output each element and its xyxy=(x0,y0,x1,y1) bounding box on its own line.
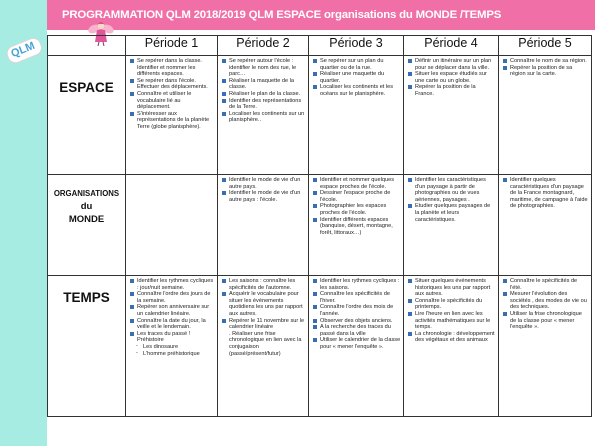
item: Se repérer dans la classe. Identifier et nommer les différents espaces. xyxy=(129,58,215,78)
item: Réaliser la maquette de la classe. xyxy=(221,78,306,91)
item: Etudier quelques paysages de la planète et leurs caractéristiques. xyxy=(407,203,496,223)
item: Connaître le nom de sa région. xyxy=(502,58,589,65)
item: Identifier des représentations de la Terre. xyxy=(221,98,306,111)
programme-table xyxy=(47,35,592,417)
period-header-row xyxy=(48,36,592,56)
item: Dessiner l'espace proche de l'école. xyxy=(312,190,401,203)
item: Repérer la position de la France. xyxy=(407,84,496,97)
cell-organisations-p2 xyxy=(218,175,309,276)
item: Identifier les rythmes cycliques : les saisons. xyxy=(312,278,401,291)
item: Se repérer dans l'école. Effectuer des déplacements. xyxy=(129,78,215,91)
sub-item: - L'homme préhistorique xyxy=(129,351,215,358)
corner-cell xyxy=(48,36,126,56)
page-title: PROGRAMMATION QLM 2018/2019 QLM ESPACE organisations du MONDE /TEMPS xyxy=(62,9,502,21)
item: Connaître et utiliser le vocabulaire lié au déplacement. xyxy=(129,91,215,111)
item: S'intéresser aux représentations de la planète Terre (globe planisphère). xyxy=(129,111,215,131)
item: Identifier différents espaces (banquise, désert, montagne, forêt, littoraux…) xyxy=(312,217,401,237)
item: Photographier les espaces proches de l'école. xyxy=(312,203,401,216)
item: Repérer son anniversaire sur un calendrier linéaire. xyxy=(129,304,215,317)
cell-organisations-p4 xyxy=(404,175,499,276)
item: Identifier quelques caractéristiques d'un paysage de la France montagnard, maritime, de campagne à l'aide de photographies. xyxy=(502,177,589,210)
item: Définir un itinéraire sur un plan pour se déplacer dans la ville. xyxy=(407,58,496,71)
item: Identifier et nommer quelques espace proches de l'école. xyxy=(312,177,401,190)
item: Observer des objets anciens. xyxy=(312,318,401,325)
item: Identifier les rythmes cycliques : jour/nuit semaine. xyxy=(129,278,215,291)
item: . Réaliser une frise chronologique en lien avec la conjugaison (passé/présent/futur) xyxy=(229,330,302,357)
row-label-organisations xyxy=(48,175,126,276)
item: Les saisons : connaître les spécificités de l'automne. xyxy=(221,278,306,291)
item: Identifier le mode de vie d'un autre pays : l'école. xyxy=(221,190,306,203)
item: Repérer la position de sa région sur la carte. xyxy=(502,65,589,78)
row-label-temps: TEMPS xyxy=(48,276,126,417)
period-header: Période 3 xyxy=(309,36,404,56)
item: Localiser les continents et les océans sur le planisphère. xyxy=(312,84,401,97)
cell-organisations-p1 xyxy=(126,175,218,276)
cell-espace-p5 xyxy=(499,56,592,175)
cell-temps-p4 xyxy=(404,276,499,417)
cell-temps-p1 xyxy=(126,276,218,417)
item: Lire l'heure en lien avec les activités mathématiques sur le temps. xyxy=(407,311,496,331)
item: La chronologie : développement des végétaux et des animaux xyxy=(407,331,496,344)
badge-text: QLM xyxy=(9,39,37,61)
item: Se repérer sur un plan du quartier ou de la rue. xyxy=(312,58,401,71)
item: Utiliser le calendrier de la classe pour « mener l'enquête ». xyxy=(312,337,401,350)
sub-item: - Les dinosaure xyxy=(129,344,215,351)
item: Localiser les continents sur un planisphère.. xyxy=(221,111,306,124)
row-label-espace: ESPACE xyxy=(48,56,126,175)
cell-espace-p1 xyxy=(126,56,218,175)
item: Connaître l'ordre des mois de l'année. xyxy=(312,304,401,317)
period-header: Période 5 xyxy=(499,36,592,56)
row-espace xyxy=(48,56,592,175)
period-header: Période 1 xyxy=(126,36,218,56)
item: Situer quelques événements historiques les uns par rapport aux autres. xyxy=(407,278,496,298)
item: Réaliser le plan de la classe. xyxy=(221,91,306,98)
cell-organisations-p3 xyxy=(309,175,404,276)
item: Utiliser la frise chronologique de la classe pour « mener l'enquête ». xyxy=(502,311,589,331)
label-line: ORGANISATIONS xyxy=(53,189,120,198)
period-header: Période 4 xyxy=(404,36,499,56)
row-temps xyxy=(48,276,592,417)
cell-temps-p5 xyxy=(499,276,592,417)
item: Connaître l'ordre des jours de la semaine. xyxy=(129,291,215,304)
period-header: Période 2 xyxy=(218,36,309,56)
cell-organisations-p5 xyxy=(499,175,592,276)
item: A la recherche des traces du passé dans la ville xyxy=(312,324,401,337)
item: Connaître le spécificités du printemps. xyxy=(407,298,496,311)
cell-espace-p4 xyxy=(404,56,499,175)
item: Mesurer l'évolution des sociétés , des modes de vie ou des techniques. xyxy=(502,291,589,311)
item: Connaître les spécificités de l'hiver. xyxy=(312,291,401,304)
item: Situer les espace étudiés sur une carte ou un globe. xyxy=(407,71,496,84)
item: Se repérer autour l'école : identifier le nom des rue, le parc… xyxy=(221,58,306,78)
item: Acquérir le vocabulaire pour situer les événements quotidiens les uns par rapport aux autres. xyxy=(221,291,306,317)
item: Repérer le 11 novembre sur le calendrier linéaire xyxy=(221,318,306,331)
item: Réaliser une maquette du quartier. xyxy=(312,71,401,84)
item: Connaître la date du jour, la veille et le lendemain. xyxy=(129,318,215,331)
item: Identifier les caractéristiques d'un paysage à partir de photographies ou de vues aériennes, paysages . xyxy=(407,177,496,203)
item: Identifier le mode de vie d'un autre pays. xyxy=(221,177,306,190)
cell-temps-p2 xyxy=(218,276,309,417)
label-line: du xyxy=(80,201,93,212)
cell-espace-p2 xyxy=(218,56,309,175)
item: Les traces du passé ! Préhistoire xyxy=(129,331,215,344)
cell-temps-p3 xyxy=(309,276,404,417)
cell-espace-p3 xyxy=(309,56,404,175)
item: Connaître le spécificités de l'été. xyxy=(502,278,589,291)
row-organisations xyxy=(48,175,592,276)
label-line: MONDE xyxy=(68,214,105,225)
